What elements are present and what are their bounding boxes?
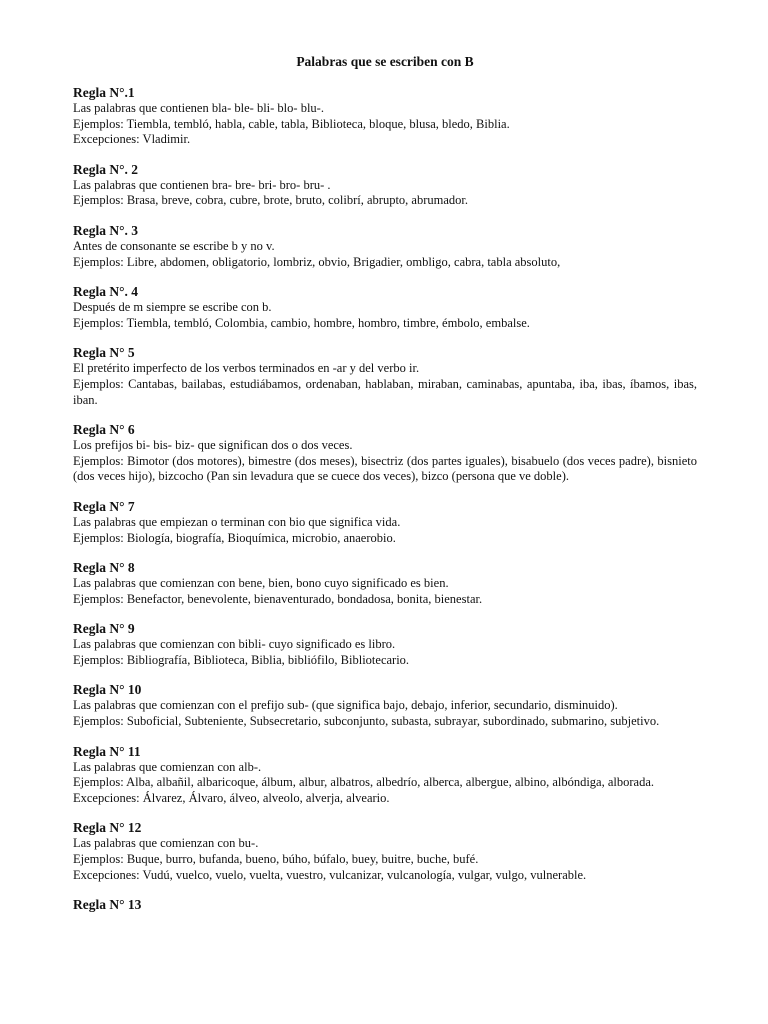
- rule-examples: Ejemplos: Libre, abdomen, obligatorio, lombriz, obvio, Brigadier, ombligo, cabra, tabla absoluto,: [73, 254, 561, 269]
- rule-section: [73, 84, 697, 148]
- document-page: [73, 53, 697, 926]
- rule-section: [73, 681, 697, 729]
- rules-list: [73, 84, 697, 913]
- rule-exceptions: Excepciones: Vudú, vuelco, vuelo, vuelta, vuestro, vulcanizar, vulcanología, vulgar, vulgo, vulnerable.: [73, 867, 587, 882]
- rule-heading: Regla N° 10: [73, 682, 142, 698]
- rule-description: Las palabras que comienzan con bu-.: [73, 836, 259, 851]
- rule-heading: Regla N°. 3: [73, 222, 139, 238]
- rule-heading: Regla N° 9: [73, 621, 135, 637]
- rule-section: [73, 896, 697, 913]
- rule-examples: Ejemplos: Tiembla, tembló, habla, cable, tabla, Biblioteca, bloque, blusa, bledo, Biblia.: [73, 116, 510, 131]
- rule-section: [73, 283, 697, 331]
- rule-heading: Regla N° 11: [73, 743, 141, 759]
- rule-section: [73, 222, 697, 270]
- rule-section: [73, 344, 697, 408]
- rule-examples: Ejemplos: Suboficial, Subteniente, Subsecretario, subconjunto, subasta, subrayar, subordinado, submarino, subjetivo.: [73, 714, 660, 729]
- rule-examples: Ejemplos: Bimotor (dos motores), bimestre (dos meses), bisectriz (dos partes iguales), bisabuelo (dos veces padre), bisnieto (dos veces hijo), bizcocho (Pan sin levadura que se cuece dos veces), bizco (persona que ve doble).: [73, 453, 697, 484]
- rule-section: [73, 819, 697, 883]
- rule-heading: Regla N° 7: [73, 498, 135, 514]
- rule-heading: Regla N° 12: [73, 820, 142, 836]
- rule-description: El pretérito imperfecto de los verbos terminados en -ar y del verbo ir.: [73, 361, 420, 376]
- rule-section: [73, 498, 697, 546]
- rule-examples: Ejemplos: Cantabas, bailabas, estudiábamos, ordenaban, hablaban, miraban, caminabas, apuntaba, iba, ibas, íbamos, ibas, iban.: [73, 376, 697, 407]
- rule-section: [73, 421, 697, 485]
- rule-description: Las palabras que comienzan con bibli- cuyo significado es libro.: [73, 637, 396, 652]
- rule-examples: Ejemplos: Brasa, breve, cobra, cubre, brote, bruto, colibrí, abrupto, abrumador.: [73, 193, 469, 208]
- rule-description: Antes de consonante se escribe b y no v.: [73, 238, 275, 253]
- rule-description: Las palabras que contienen bla- ble- bli- blo- blu-.: [73, 101, 324, 115]
- rule-section: [73, 620, 697, 668]
- rule-examples: Ejemplos: Benefactor, benevolente, bienaventurado, bondadosa, bonita, bienestar.: [73, 591, 483, 606]
- rule-description: Después de m siempre se escribe con b.: [73, 300, 272, 315]
- rule-description: Las palabras que comienzan con el prefijo sub- (que significa bajo, debajo, inferior, secundario, disminuido).: [73, 698, 618, 713]
- rule-examples: Ejemplos: Bibliografía, Biblioteca, Biblia, bibliófilo, Bibliotecario.: [73, 652, 410, 667]
- rule-heading: Regla N° 8: [73, 560, 135, 576]
- rule-heading: Regla N°. 2: [73, 161, 139, 177]
- rule-section: [73, 559, 697, 607]
- rule-description: Las palabras que empiezan o terminan con bio que significa vida.: [73, 514, 401, 529]
- rule-heading: Regla N° 5: [73, 345, 135, 361]
- rule-heading: Regla N° 13: [73, 897, 142, 913]
- document-title: Palabras que se escriben con B: [296, 54, 474, 69]
- rule-heading: Regla N°.1: [73, 85, 135, 100]
- rule-examples: Ejemplos: Biología, biografía, Bioquímica, microbio, anaerobio.: [73, 530, 396, 545]
- rule-examples: Ejemplos: Tiembla, tembló, Colombia, cambio, hombre, hombro, timbre, émbolo, embalse.: [73, 315, 530, 330]
- rule-exceptions: Excepciones: Vladimir.: [73, 132, 191, 147]
- rule-examples: Ejemplos: Alba, albañil, albaricoque, álbum, albur, albatros, albedrío, alberca, albergue, albino, albóndiga, alborada.: [73, 775, 655, 790]
- rule-description: Los prefijos bi- bis- biz- que significan dos o dos veces.: [73, 438, 353, 453]
- rule-exceptions: Excepciones: Álvarez, Álvaro, álveo, alveolo, alverja, alveario.: [73, 790, 390, 805]
- rule-description: Las palabras que contienen bra- bre- bri- bro- bru- .: [73, 177, 331, 192]
- rule-examples: Ejemplos: Buque, burro, bufanda, bueno, búho, búfalo, buey, buitre, buche, bufé.: [73, 852, 479, 867]
- rule-heading: Regla N°. 4: [73, 284, 139, 300]
- rule-heading: Regla N° 6: [73, 422, 135, 438]
- rule-description: Las palabras que comienzan con alb-.: [73, 759, 262, 774]
- rule-section: [73, 743, 697, 807]
- rule-description: Las palabras que comienzan con bene, bien, bono cuyo significado es bien.: [73, 576, 449, 591]
- rule-section: [73, 161, 697, 209]
